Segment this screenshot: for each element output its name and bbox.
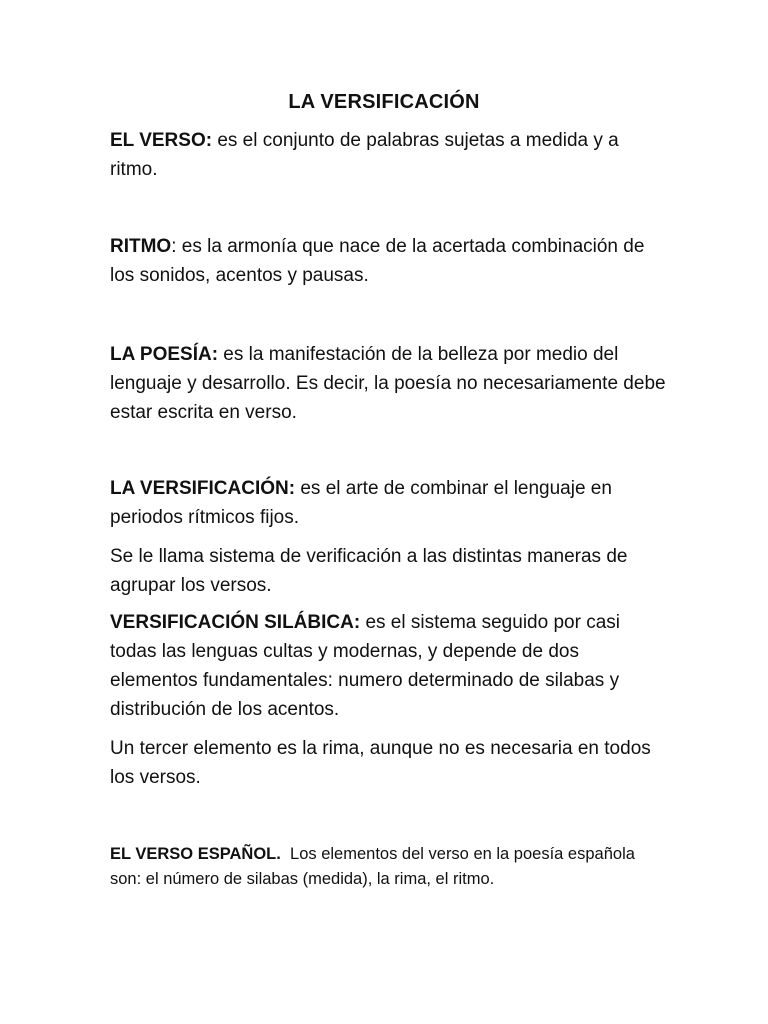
paragraph-el-verso [110,126,670,184]
term-versificacion-silabica: VERSIFICACIÓN SILÁBICA: [110,612,361,633]
definition-versificacion-silabica: es el sistema seguido por casi todas las lenguas cultas y modernas, y depende de dos elementos fundamentales: numero determinado de silabas y distribución de los acentos. [110,612,620,720]
text-sistema-verificacion: Se le llama sistema de verificación a las distintas maneras de agrupar los versos. [110,546,628,596]
paragraph-versificacion-silabica [110,608,670,724]
definition-el-verso-espanol: Los elementos del verso en la poesía española son: el número de silabas (medida), la rima, el ritmo. [110,845,640,888]
definition-la-versificacion: es el arte de combinar el lenguaje en periodos rítmicos fijos. [110,478,612,528]
term-ritmo: RITMO [110,236,172,257]
term-la-poesia: LA POESÍA: [110,344,219,365]
definition-el-verso: es el conjunto de palabras sujetas a medida y a ritmo. [110,130,619,180]
paragraph-la-versificacion [110,474,670,532]
paragraph-el-verso-espanol [110,842,650,892]
term-el-verso: EL VERSO: [110,130,213,151]
paragraph-la-poesia [110,340,670,427]
definition-ritmo: : es la armonía que nace de la acertada combinación de los sonidos, acentos y pausas. [110,236,645,286]
document-title: LA VERSIFICACIÓN [288,91,480,113]
term-el-verso-espanol: EL VERSO ESPAÑOL. [110,845,281,863]
paragraph-sistema-verificacion [110,542,670,600]
paragraph-tercer-elemento [110,734,670,792]
definition-la-poesia: es la manifestación de la belleza por medio del lenguaje y desarrollo. Es decir, la poesía no necesariamente debe estar escrita en verso. [110,344,666,423]
term-la-versificacion: LA VERSIFICACIÓN: [110,478,296,499]
text-tercer-elemento: Un tercer elemento es la rima, aunque no es necesaria en todos los versos. [110,738,651,788]
paragraph-ritmo [110,232,670,290]
